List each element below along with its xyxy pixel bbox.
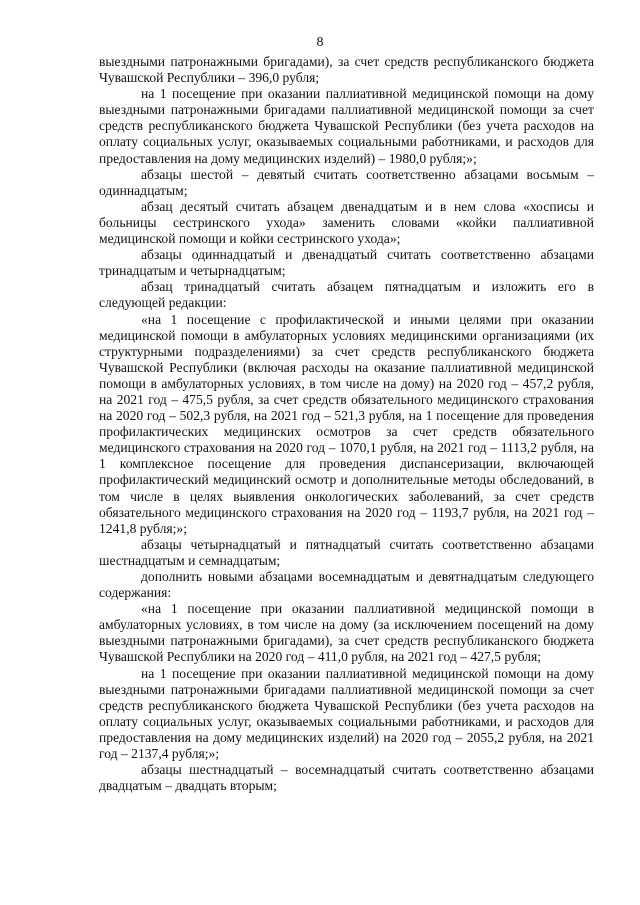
paragraph: на 1 посещение при оказании паллиативной медицинской помощи на дому выездными патронажными бригадами паллиативной медицинской помощи за счет средств республиканского бюджета Чувашской Республики (без учета расходов на оплату социальных услуг, оказываемых социальными работниками, и расходов для предоставления на дому медицинских изделий) – 1980,0 рубля;»; (99, 86, 594, 166)
paragraph: на 1 посещение при оказании паллиативной медицинской помощи на дому выездными патронажными бригадами паллиативной медицинской помощи за счет средств республиканского бюджета Чувашской Республики (без учета расходов на оплату социальных услуг, оказываемых социальными работниками, и расходов для предоставления на дому медицинских изделий) на 2020 год – 2055,2 рубля, на 2021 год – 2137,4 рубля;»; (99, 665, 594, 762)
paragraph: абзацы шестнадцатый – восемнадцатый считать соответственно абзацами двадцатым – двадцать вторым; (99, 762, 594, 794)
paragraph: дополнить новыми абзацами восемнадцатым и девятнадцатым следующего содержания: (99, 569, 594, 601)
paragraph: абзацы четырнадцатый и пятнадцатый считать соответственно абзацами шестнадцатым и семнадцатым; (99, 536, 594, 568)
page-number: 8 (316, 35, 324, 50)
paragraph: абзац тринадцатый считать абзацем пятнадцатым и изложить его в следующей редакции: (99, 279, 594, 311)
paragraph-continuation: выездными патронажными бригадами), за счет средств республиканского бюджета Чувашской Республики – 396,0 рубля; (99, 54, 594, 86)
paragraph: абзацы одиннадцатый и двенадцатый считать соответственно абзацами тринадцатым и четырнадцатым; (99, 247, 594, 279)
paragraph: «на 1 посещение при оказании паллиативной медицинской помощи в амбулаторных условиях, в том числе на дому (за исключением посещений на дому выездными патронажными бригадами), за счет средств республиканского бюджета Чувашской Республики на 2020 год – 411,0 рубля, на 2021 год – 427,5 рубля; (99, 601, 594, 665)
document-body (99, 54, 594, 794)
paragraph: «на 1 посещение с профилактической и иными целями при оказании медицинской помощи в амбулаторных условиях медицинскими организациями (их структурными подразделениями) за счет средств республиканского бюджета Чувашской Республики (включая расходы на оказание паллиативной медицинской помощи в амбулаторных условиях, в том числе на дому) на 2020 год – 457,2 рубля, на 2021 год – 475,5 рубля, за счет средств обязательного медицинского страхования на 2020 год – 502,3 рубля, на 2021 год – 521,3 рубля, на 1 посещение для проведения профилактических медицинских осмотров за счет средств обязательного медицинского страхования на 2020 год – 1070,1 рубля, на 2021 год – 1113,2 рубля, на 1 комплексное посещение для проведения диспансеризации, включающей профилактический медицинский осмотр и дополнительные методы обследований, в том числе в целях выявления онкологических заболеваний, за счет средств обязательного медицинского страхования на 2020 год – 1193,7 рубля, на 2021 год – 1241,8 рубля;»; (99, 311, 594, 536)
paragraph: абзацы шестой – девятый считать соответственно абзацами восьмым – одиннадцатым; (99, 166, 594, 198)
paragraph: абзац десятый считать абзацем двенадцатым и в нем слова «хосписы и больницы сестринского ухода» заменить словами «койки паллиативной медицинской помощи и койки сестринского ухода»; (99, 198, 594, 247)
